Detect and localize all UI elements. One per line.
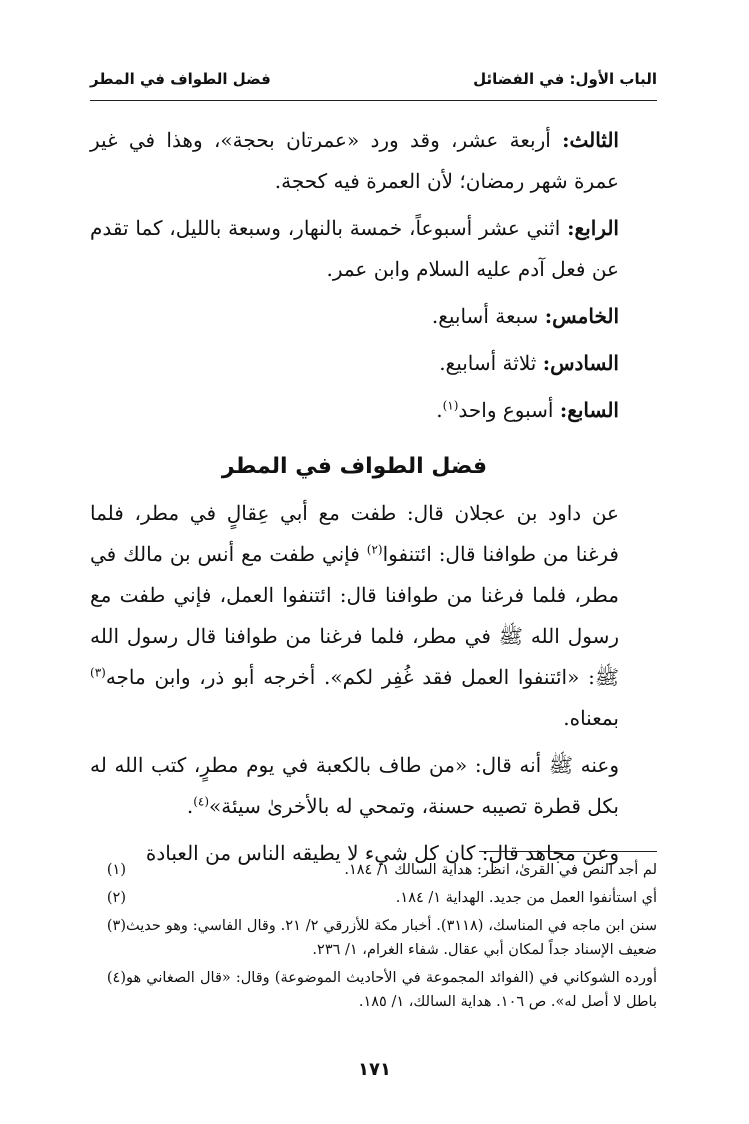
main-text (90, 120, 619, 874)
footnote-number: (٣) (106, 918, 126, 934)
paragraph-narration-1 (90, 493, 619, 739)
narration-text: بمعناه. (563, 706, 619, 730)
paragraph-seventh (90, 390, 619, 431)
running-header (90, 66, 657, 96)
item-label: الرابع: (567, 216, 619, 240)
footnote-ref[interactable]: (١) (442, 398, 459, 413)
item-label: السابع: (559, 398, 619, 422)
item-label: الخامس: (544, 304, 619, 328)
footnote-number: (٤) (106, 970, 126, 986)
header-chapter-title: الباب الأول: في الفضائل (473, 70, 657, 88)
footnote-ref[interactable]: (٣) (90, 665, 106, 680)
footnote-text: أورده الشوكاني في (الفوائد المجموعة في الأحاديث الموضوعة) وقال: «قال الصغاني هو باطل لا أصل له». ص ١٠٦. هداية السالك، ١/ ١٨٥. (126, 970, 657, 1010)
footnote-ref[interactable]: (٢) (366, 542, 383, 557)
narration-text: وعنه ﷺ أنه قال: «من طاف بالكعبة في يوم مطرٍ، كتب الله له بكل قطرة تصيبه حسنة، وتمحي له بالأخرىٰ سيئة» (90, 753, 619, 818)
footnote-item (90, 966, 657, 1014)
footnote-number: (٢) (106, 890, 126, 906)
header-section-title: فضل الطواف في المطر (90, 70, 271, 88)
footnote-item (90, 858, 657, 882)
footnote-item (90, 886, 657, 910)
narration-text: عن داود بن عجلان قال: طفت مع أبي عِقالٍ في مطر، فلما فرغنا من طوافنا قال: ائتنفوا (90, 501, 619, 566)
item-text: ثلاثة أسابيع. (439, 351, 543, 375)
item-text: اثني عشر أسبوعاً، خمسة بالنهار، وسبعة بالليل، كما تقدم عن فعل آدم عليه السلام وابن عمر. (90, 216, 619, 281)
footnote-ref[interactable]: (٤) (193, 794, 210, 809)
paragraph-third (90, 120, 619, 202)
header-rule (90, 100, 657, 101)
narration-text: وعن مجاهد قال: كان كل شيء لا يطيقه الناس من العبادة (145, 841, 619, 865)
item-text: أسبوع واحد (458, 398, 560, 422)
item-text: سبعة أسابيع. (431, 304, 545, 328)
paragraph-narration-2 (90, 745, 619, 827)
footnote-text: لم أجد النص في القرىٰ، انظر: هداية السالك ١/ ١٨٤. (344, 862, 657, 878)
footnote-text: سنن ابن ماجه في المناسك، (٣١١٨). أخبار مكة للأزرقي ٢/ ٢١. وقال الفاسي: وهو حديث ضعيف الإسناد جداً لمكان أبي عقال. شفاء الغرام، ١/ ٢٣٦. (126, 918, 658, 958)
footnote-item (90, 914, 657, 962)
page-number: ١٧١ (358, 1059, 391, 1080)
item-label: السادس: (542, 351, 619, 375)
paragraph-fifth (90, 296, 619, 337)
narration-text: . (186, 794, 194, 818)
paragraph-sixth (90, 343, 619, 384)
paragraph-fourth (90, 208, 619, 290)
section-heading: فضل الطواف في المطر (221, 454, 488, 479)
footnote-number: (١) (106, 862, 126, 878)
footnotes (90, 858, 657, 1018)
item-text-end: . (436, 398, 443, 422)
narration-text: فإني طفت مع أنس بن مالك في مطر، فلما فرغنا من طوافنا قال: ائتنفوا العمل، فإني طفت مع رسول الله ﷺ في مطر، فلما فرغنا من طوافنا قال رسول الله ﷺ: «ائتنفوا العمل فقد غُفِر لكم». أخرجه أبو ذر، وابن ماجه (90, 542, 619, 689)
footnote-text: أي استأنفوا العمل من جديد. الهداية ١/ ١٨٤. (395, 890, 657, 906)
footnote-separator (479, 851, 657, 852)
item-label: الثالث: (562, 128, 619, 152)
item-text: أربعة عشر، وقد ورد «عمرتان بحجة»، وهذا في غير عمرة شهر رمضان؛ لأن العمرة فيه كحجة. (90, 128, 619, 193)
